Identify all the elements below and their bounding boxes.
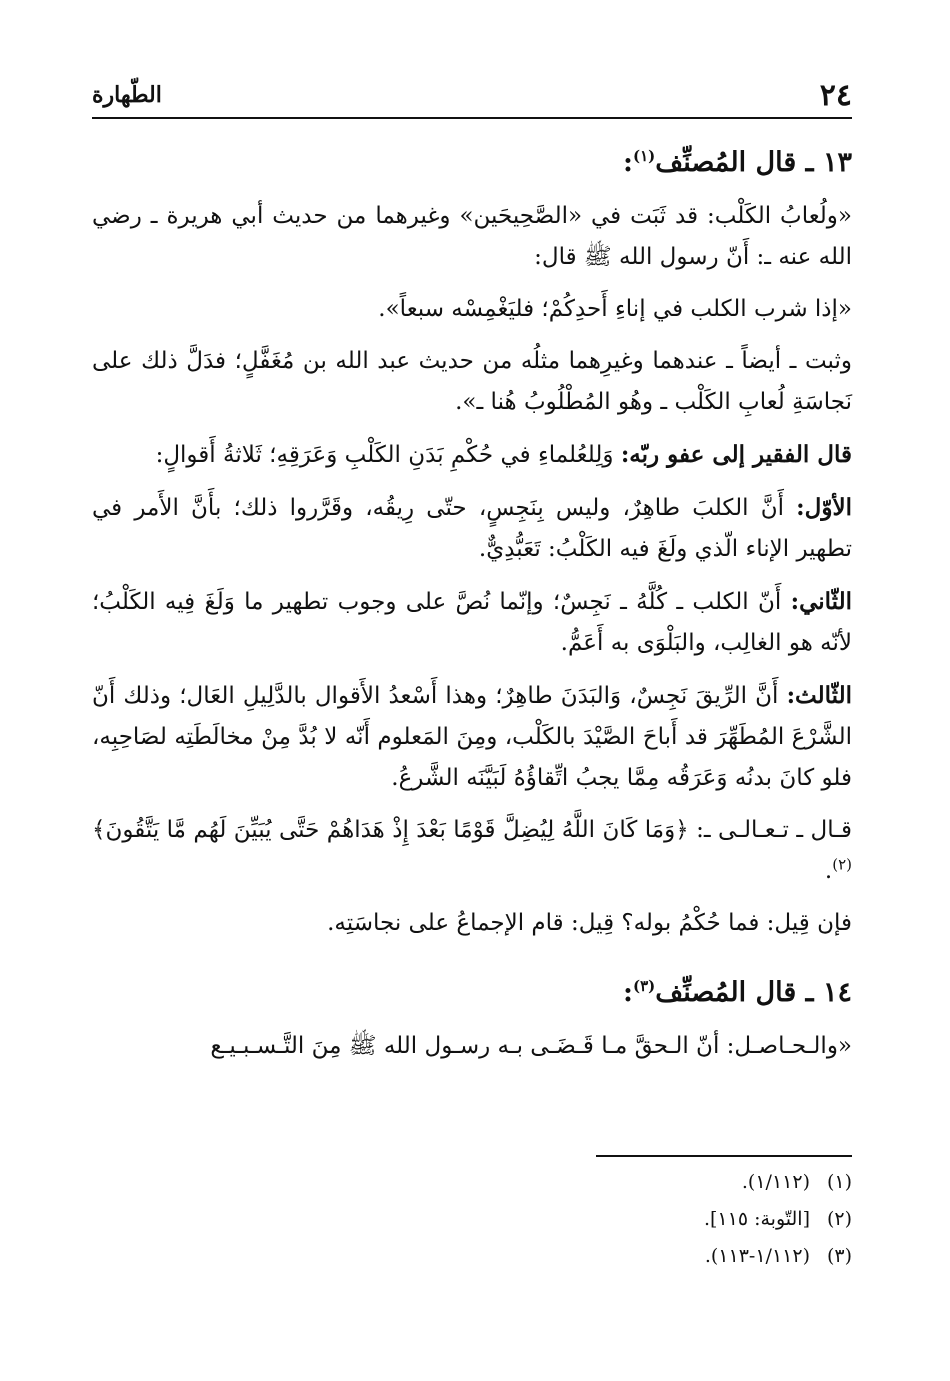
third-opinion-paragraph [92,675,852,799]
first-opinion-text: أَنَّ الكلبَ طاهِرٌ، وليس بِنَجِسٍ، حتّى رِيقُه، وقَرَّروا ذلك؛ بأَنَّ الأَمر في تطهير الإناء الّذي ولَغَ فيه الكَلْبُ: تَعَبُّدِيٌّ. [92,495,852,562]
footnote-text: (١/١١٢). [741,1171,810,1193]
footnote-text: [التّوبة: ١١٥]. [703,1208,810,1230]
page-header [92,74,852,114]
footnote-ref-2: (٢) [832,855,852,874]
footnote-number: (٢) [826,1208,852,1230]
first-opinion-paragraph [92,487,852,570]
commentary-paragraph [92,434,852,476]
second-opinion-text: أَنّ الكلب ـ كُلَّهُ ـ نَجِسٌ؛ وإنّما نُصَّ على وجوب تطهير ما وَلَغَ فِيه الكَلْبُ؛ لأنّه هو الغالِب، والبَلْوَى به أَعَمُّ. [92,589,852,656]
section-13-heading [92,140,852,186]
running-title: الطّهارة [92,82,162,108]
footnote [300,1205,852,1242]
section-14-quote-paragraph: «والـحـاصـل: أنّ الـحقَّ مـا قَـضَـى بـه رسـول الله ﷺ مِنَ التَّـسـبـيـع [210,1033,852,1059]
footnote [300,1168,852,1205]
footnote-number: (١) [826,1171,852,1193]
quran-verse-text: قـال ـ تـعـالـى ـ: ﴿وَمَا كَانَ اللَّهُ لِيُضِلَّ قَوْمًا بَعْدَ إِذْ هَدَاهُمْ حَتَّى يُبَيِّنَ لَهُم مَّا يَتَّقُونَ﴾ [92,817,852,843]
footnote-rule [596,1155,852,1157]
footnote-text: (١/١١٢-١١٣). [704,1245,810,1267]
footnote-number: (٣) [826,1245,852,1267]
commentary-text: وَلِلعُلماءِ في حُكْمِ بَدَنِ الكَلْبِ وَعَرَقِهِ؛ ثَلاثةُ أَقوالٍ: [155,442,621,468]
page-body [92,136,852,1078]
footnote [300,1242,852,1279]
quran-verse-paragraph [92,810,852,892]
first-opinion-label: الأوّل: [796,494,852,521]
section-13-heading-text: ١٣ ـ قال المُصنِّف [655,147,852,178]
quote-paragraph: «ولُعابُ الكَلْب: قد ثَبَت في «الصَّحِيحَين» وغيرهما من حديث أبي هريرة ـ رضي الله عنه ـ: أَنّ رسول الله ﷺ قال: [92,203,852,270]
section-14-heading [92,970,852,1016]
third-opinion-text: أَنَّ الرِّيقَ نَجِسٌ، وَالبَدَنَ طاهِرٌ؛ وهذا أَسْعدُ الأَقوال بالدَّلِيلِ العَال؛ وذلك أَنّ الشَّرْعَ المُطَهِّرَ قد أَباحَ الصَّيْدَ بالكَلْب، ومِنَ المَعلوم أَنّه لا بُدَّ مِنْ مخالَطَتِه لصَاحِبِه، فلو كانَ بدنُه وَعَرَقُه مِمَّا يجبُ اتِّقاؤُهُ لَبَيَّنَه الشَّرعُ. [92,683,852,791]
section-14-heading-text: ١٤ ـ قال المُصنِّف [655,977,852,1008]
hadith-source-paragraph: وثبت ـ أيضاً ـ عندهما وغيرِهما مثلُه من حديث عبد الله بن مُغَفَّلٍ؛ فدَلَّ ذلك على نَجاسَةِ لُعابِ الكَلْب ـ وهُو المُطْلُوبُ هُنا ـ». [92,348,852,415]
third-opinion-label: الثّالث: [786,682,852,709]
footnotes [300,1168,852,1279]
section-13-heading-colon: : [623,147,633,178]
urine-ruling-paragraph: فإن قِيل: فما حُكْمُ بوله؟ قِيل: قام الإجماعُ على نجاسَتِه. [327,910,852,936]
footnote-ref-1: (١) [632,147,656,165]
header-rule [92,117,852,119]
page-number: ٢٤ [819,78,852,113]
hadith-paragraph: «إذا شرب الكلب في إناءِ أَحدِكُمْ؛ فليَغْمِسْه سبعاً». [378,296,852,322]
second-opinion-label: الثّاني: [790,588,852,615]
second-opinion-paragraph [92,581,852,664]
footnote-ref-3: (٣) [632,977,656,995]
section-14-heading-colon: : [623,977,633,1008]
quran-verse-end: . [824,858,833,884]
commentary-lead: قال الفقير إلى عفو ربّه: [620,441,852,468]
